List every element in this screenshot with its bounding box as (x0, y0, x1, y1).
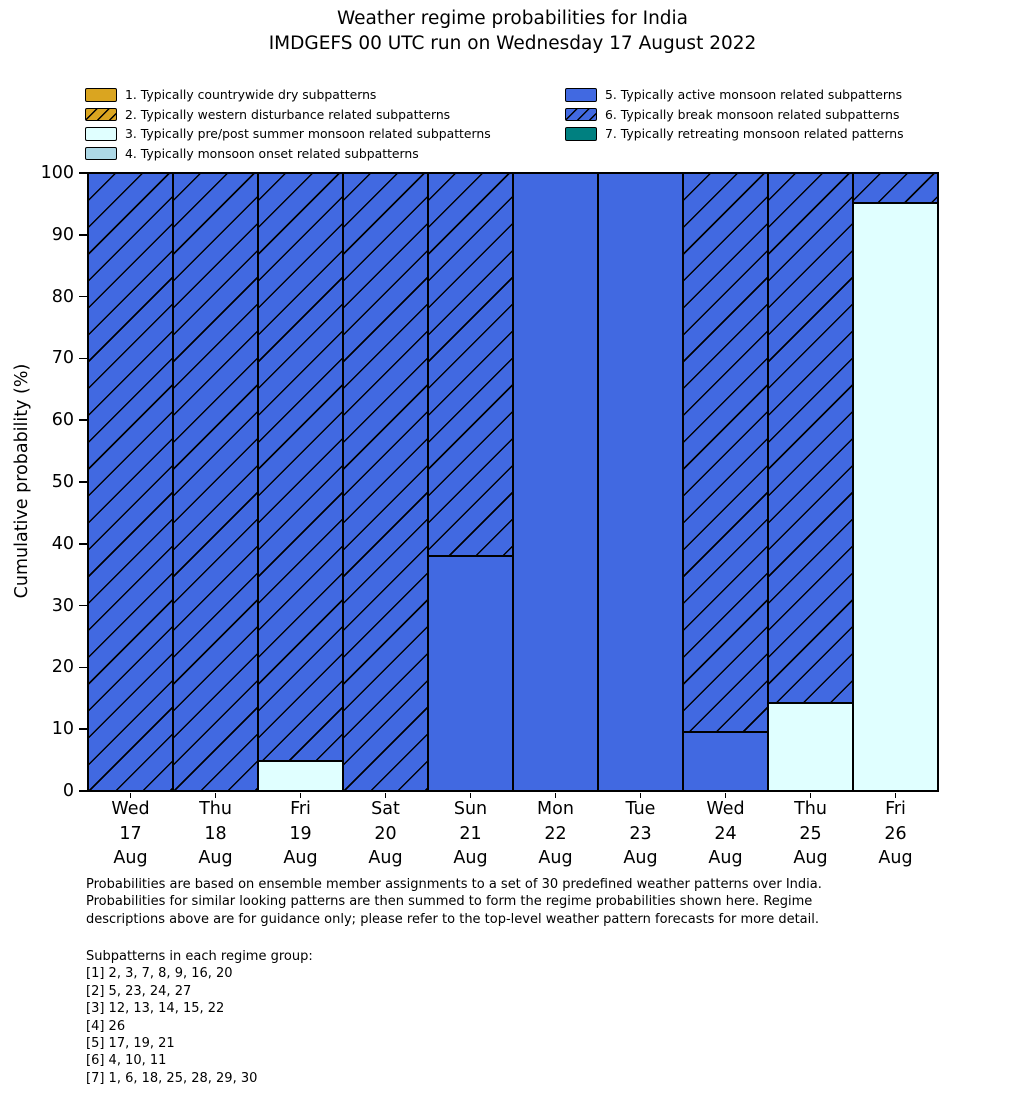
legend-column-left (85, 85, 491, 163)
x-tick-label-line: Aug (538, 848, 573, 868)
y-tick-mark (79, 296, 87, 298)
y-tick-mark (79, 481, 87, 483)
x-tick-label-line: 26 (884, 823, 907, 844)
legend-label: 5. Typically active monsoon related subpatterns (605, 87, 903, 103)
x-tick-label (428, 797, 513, 871)
x-tick-label (683, 797, 768, 871)
y-tick-label: 100 (40, 163, 74, 183)
bar-segment (513, 173, 598, 791)
y-axis-label: Cumulative probability (%) (12, 363, 32, 599)
x-tick-label (513, 797, 598, 871)
x-tick-label-line: Sun (453, 799, 488, 819)
footer-note (86, 876, 822, 928)
y-tick-label: 90 (51, 224, 74, 245)
chart-title: Weather regime probabilities for India (336, 8, 689, 29)
subpattern-group-line: [5] 17, 19, 21 (86, 1036, 175, 1052)
subpattern-group-line: [6] 4, 10, 11 (86, 1053, 167, 1069)
plot-area (40, 163, 939, 868)
footer-note-line: Probabilities for similar looking patterns are then summed to form the regime probabilities shown here. Regime (86, 894, 813, 910)
x-tick-label-line: Aug (793, 848, 828, 868)
x-tick-label-line: Wed (706, 799, 745, 819)
legend-swatch-hatched (565, 108, 597, 122)
bar-segment (258, 173, 343, 761)
stacked-bar (173, 173, 258, 791)
bar-segment (428, 173, 513, 556)
x-tick-label (768, 797, 853, 871)
legend-label: 4. Typically monsoon onset related subpatterns (125, 146, 419, 162)
bar-segment (598, 173, 683, 791)
stacked-bar (683, 173, 768, 791)
bar-segment (683, 173, 768, 732)
legend-swatch (85, 127, 117, 141)
subpatterns-list (86, 948, 313, 1087)
stacked-bar (768, 173, 853, 791)
x-tick-label-line: Thu (199, 799, 232, 819)
x-tick-label-line: Thu (794, 799, 827, 819)
y-tick-label: 70 (51, 348, 74, 369)
bar-segment (343, 173, 428, 791)
x-tick-label-line: Aug (453, 848, 488, 868)
x-tick-label-line: 19 (289, 823, 312, 844)
x-tick-label (173, 797, 258, 871)
stacked-bar (853, 173, 938, 791)
x-tick-label-line: 21 (459, 823, 482, 844)
bar-segment (88, 173, 173, 791)
bar-segment (258, 761, 343, 791)
bar-segment (428, 556, 513, 791)
x-tick-label-line: 17 (119, 823, 142, 844)
legend-swatch (85, 147, 117, 161)
legend-row (565, 124, 904, 144)
legend-row (85, 105, 491, 125)
legend-row (565, 85, 904, 105)
bar-segment (853, 203, 938, 791)
x-tick-label-line: 20 (374, 823, 397, 844)
legend-swatch (85, 88, 117, 102)
legend-row (85, 144, 491, 164)
legend-label: 2. Typically western disturbance related subpatterns (125, 106, 451, 122)
x-tick-label-line: Aug (623, 848, 658, 868)
legend-label: 3. Typically pre/post summer monsoon related subpatterns (125, 126, 491, 142)
bar-segment (683, 732, 768, 791)
legend-swatch (565, 127, 597, 141)
subpattern-group-line: [1] 2, 3, 7, 8, 9, 16, 20 (86, 966, 233, 982)
subpattern-group-line: [3] 12, 13, 14, 15, 22 (86, 1001, 225, 1017)
y-tick-mark (79, 234, 87, 236)
y-tick-label: 10 (51, 719, 74, 740)
stacked-bar (258, 173, 343, 791)
stacked-bar (513, 173, 598, 791)
y-tick-label: 40 (51, 533, 74, 554)
legend-label: 7. Typically retreating monsoon related patterns (605, 126, 904, 142)
x-tick-label-line: Fri (290, 799, 311, 819)
legend-column-right (565, 85, 904, 144)
legend-label: 1. Typically countrywide dry subpatterns (125, 87, 377, 103)
x-tick-label-line: Aug (198, 848, 233, 868)
x-tick-label-line: Aug (113, 848, 148, 868)
x-tick-label (598, 797, 683, 871)
subpattern-group-line: [4] 26 (86, 1018, 126, 1034)
x-tick-label-line: 25 (799, 823, 822, 844)
footer-note-line: Probabilities are based on ensemble member assignments to a set of 30 predefined weather patterns over India. (86, 877, 822, 892)
subpattern-group-line: [7] 1, 6, 18, 25, 28, 29, 30 (86, 1070, 258, 1086)
y-tick-label: 60 (51, 410, 74, 431)
bar-segment (768, 703, 853, 791)
x-tick-label-line: Aug (708, 848, 743, 868)
legend-swatch-hatched (85, 108, 117, 122)
chart-title-block (0, 7, 1025, 56)
x-tick-label-line: Fri (885, 799, 906, 819)
x-tick-label-line: 18 (204, 823, 227, 844)
y-tick-label: 0 (62, 781, 74, 801)
legend-label: 6. Typically break monsoon related subpatterns (605, 106, 900, 122)
y-tick-mark (79, 358, 87, 360)
stacked-bar (88, 173, 173, 791)
stacked-bar (343, 173, 428, 791)
x-tick-label-line: 22 (544, 823, 567, 844)
y-tick-mark (79, 667, 87, 669)
y-tick-mark (79, 419, 87, 421)
y-tick-mark (79, 172, 87, 174)
subpatterns-title: Subpatterns in each regime group: (86, 949, 313, 964)
x-tick-label-line: Tue (625, 799, 656, 819)
y-tick-mark (79, 790, 87, 792)
x-tick-label-line: 23 (629, 823, 652, 844)
y-tick-label: 50 (51, 472, 74, 492)
legend-swatch (565, 88, 597, 102)
x-tick-label-line: 24 (714, 823, 737, 844)
footer-note-line: descriptions above are for guidance only; please refer to the top-level weather pattern forecasts for more detail. (86, 911, 819, 927)
y-tick-label: 80 (51, 286, 74, 307)
chart-subtitle: IMDGEFS 00 UTC run on Wednesday 17 August 2022 (268, 32, 757, 54)
x-tick-label (343, 797, 428, 871)
x-tick-label (853, 797, 938, 871)
x-tick-label-line: Aug (283, 848, 318, 868)
y-tick-mark (79, 543, 87, 545)
x-tick-label (258, 797, 343, 871)
stacked-bar (428, 173, 513, 791)
x-tick-label-line: Aug (878, 848, 913, 868)
x-tick-label-line: Mon (537, 799, 574, 819)
y-tick-label: 30 (51, 595, 74, 616)
bar-segment (768, 173, 853, 703)
legend-row (85, 85, 491, 105)
legend-row (85, 124, 491, 144)
y-tick-mark (79, 605, 87, 607)
y-tick-label: 20 (51, 657, 74, 678)
legend-row (565, 105, 904, 125)
x-tick-label-line: Aug (368, 848, 403, 868)
subpattern-group-line: [2] 5, 23, 24, 27 (86, 983, 192, 999)
bar-segment (853, 173, 938, 203)
x-tick-label (88, 797, 173, 871)
x-tick-label-line: Sat (371, 799, 400, 819)
y-tick-mark (79, 728, 87, 730)
x-tick-label-line: Wed (111, 799, 150, 819)
bar-segment (173, 173, 258, 791)
stacked-bar (598, 173, 683, 791)
